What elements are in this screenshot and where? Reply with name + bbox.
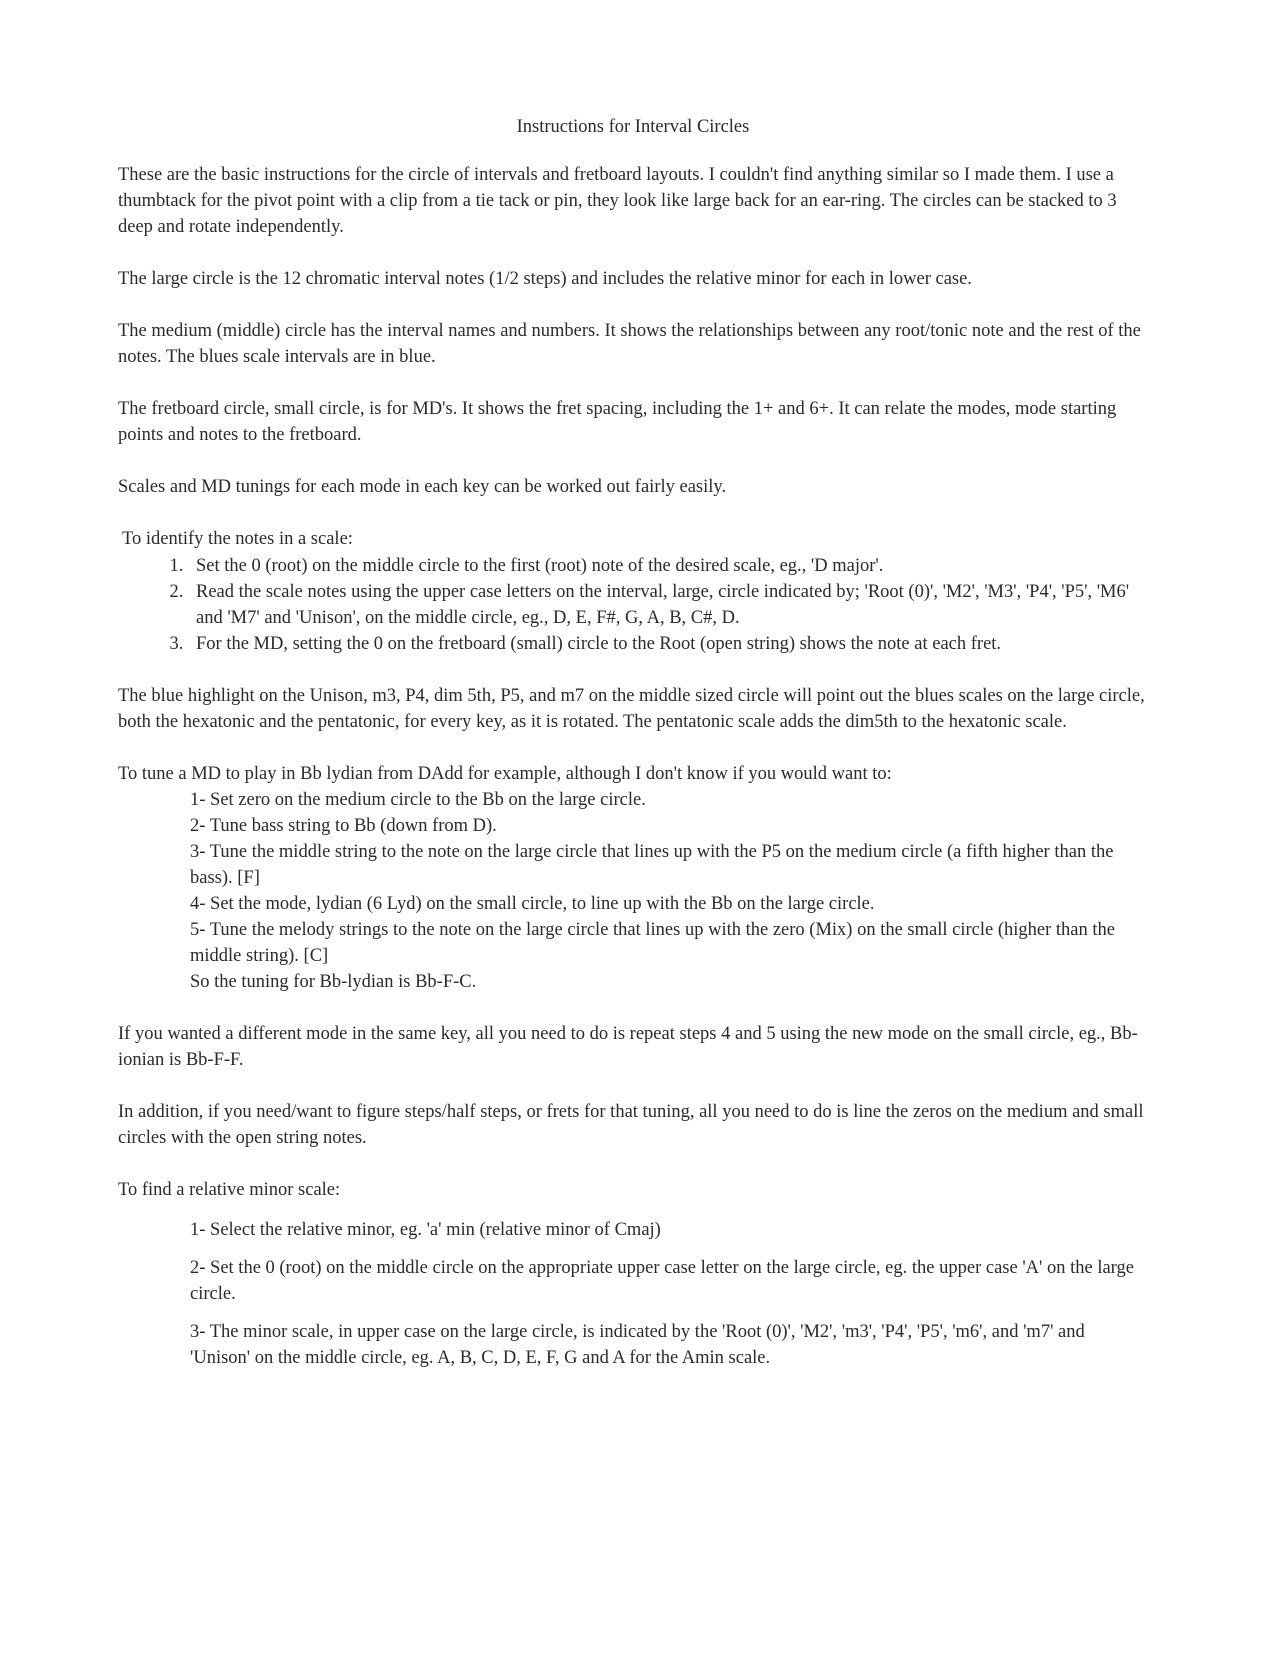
list-item: 4- Set the mode, lydian (6 Lyd) on the small circle, to line up with the Bb on the large circle. [190,894,875,914]
list-item: 1- Select the relative minor, eg. 'a' min (relative minor of Cmaj) [190,1220,661,1240]
list-item: 3. For the MD, setting the 0 on the fretboard (small) circle to the Root (open string) shows the note at each fret. [188,631,1148,657]
blues-paragraph: The blue highlight on the Unison, m3, P4, dim 5th, P5, and m7 on the middle sized circle will point out the blues scales on the large circle, both the hexatonic and the pentatonic, for every key, as it is rotated. The pentatonic scale adds the dim5th to the hexatonic scale. [118,686,1145,732]
tuning-steps [118,787,1148,995]
tuning-intro: To tune a MD to play in Bb lydian from DAdd for example, although I don't know if you would want to: [118,764,892,784]
identify-notes-intro: To identify the notes in a scale: [122,529,353,549]
document-page [118,114,1148,1383]
list-item: 2- Tune bass string to Bb (down from D). [190,816,497,836]
list-item: 2- Set the 0 (root) on the middle circle on the appropriate upper case letter on the large circle, eg. the upper case 'A' on the large circle. [190,1258,1134,1304]
medium-circle-paragraph: The medium (middle) circle has the interval names and numbers. It shows the relationships between any root/tonic note and the rest of the notes. The blues scale intervals are in blue. [118,321,1141,367]
fretboard-circle-paragraph: The fretboard circle, small circle, is for MD's. It shows the fret spacing, including the 1+ and 6+. It can relate the modes, mode starting points and notes to the fretboard. [118,399,1117,445]
steps-note-paragraph: In addition, if you need/want to figure steps/half steps, or frets for that tuning, all you need to do is line the zeros on the medium and small circles with the open string notes. [118,1102,1144,1148]
relative-minor-intro: To find a relative minor scale: [118,1180,341,1200]
list-item: 1. Set the 0 (root) on the middle circle to the first (root) note of the desired scale, eg., 'D major'. [188,553,1148,579]
identify-notes-list [118,553,1148,657]
large-circle-paragraph: The large circle is the 12 chromatic interval notes (1/2 steps) and includes the relative minor for each in lower case. [118,269,972,289]
document-title: Instructions for Interval Circles [516,117,750,137]
intro-paragraph: These are the basic instructions for the circle of intervals and fretboard layouts. I couldn't find anything similar so I made them. I use a thumbtack for the pivot point with a clip from a tie tack or pin, they look like large back for an ear-ring. The circles can be stacked to 3 deep and rotate independently. [118,165,1117,237]
tuning-summary: So the tuning for Bb-lydian is Bb-F-C. [190,972,477,992]
list-item: 3- Tune the middle string to the note on the large circle that lines up with the P5 on the medium circle (a fifth higher than the bass). [F] [190,842,1114,888]
list-item: 1- Set zero on the medium circle to the Bb on the large circle. [190,790,646,810]
scales-paragraph: Scales and MD tunings for each mode in each key can be worked out fairly easily. [118,477,727,497]
list-item: 3- The minor scale, in upper case on the large circle, is indicated by the 'Root (0)', 'M2', 'm3', 'P4', 'P5', 'm6', and 'm7' and 'Unison' on the middle circle, eg. A, B, C, D, E, F, G and A for the Amin scale. [190,1322,1085,1368]
list-item: 5- Tune the melody strings to the note on the large circle that lines up with the zero (Mix) on the small circle (higher than the middle string). [C] [190,920,1115,966]
list-item: 2. Read the scale notes using the upper case letters on the interval, large, circle indicated by; 'Root (0)', 'M2', 'M3', 'P4', 'P5', 'M6' and 'M7' and 'Unison', on the middle circle, eg., D, E, F#, G, A, B, C#, D. [188,579,1148,631]
different-mode-paragraph: If you wanted a different mode in the same key, all you need to do is repeat steps 4 and 5 using the new mode on the small circle, eg., Bb-ionian is Bb-F-F. [118,1024,1138,1070]
